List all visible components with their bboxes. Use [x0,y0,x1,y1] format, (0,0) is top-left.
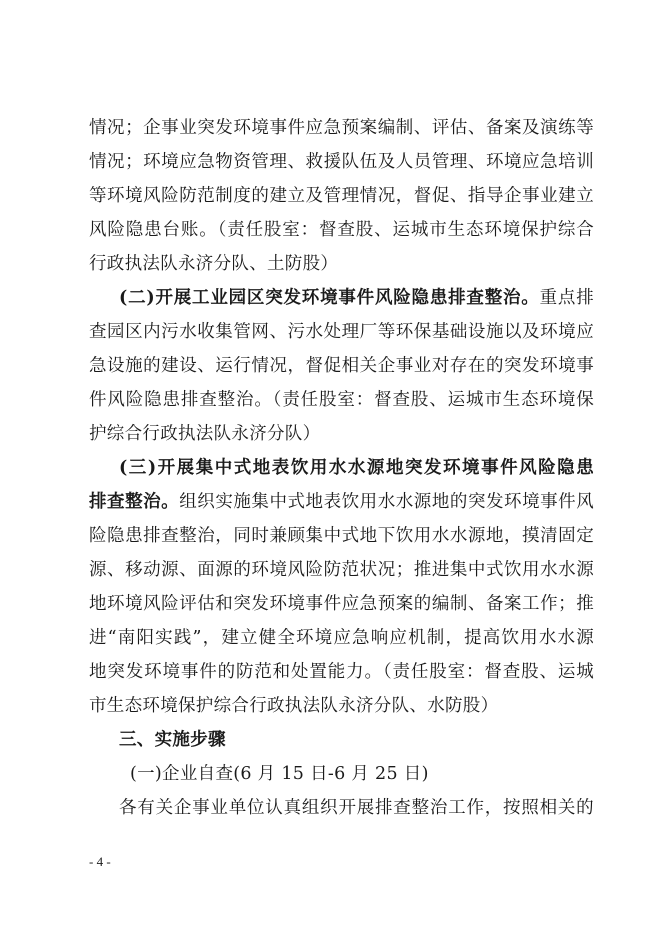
para1-line-4: 风险隐患台账。（责任股室：督查股、运城市生态环境保护综合 [89,220,594,240]
para2-heading: (二)开展工业园区突发环境事件风险隐患排查整治。 [119,288,540,308]
para1-line-2: 情况；环境应急物资管理、救援队伍及人员管理、环境应急培训 [89,152,594,172]
para3-line-6: 进“南阳实践”，建立健全环境应急响应机制，提高饮用水水源 [89,628,594,648]
step1-title: (一)企业自查(6 月 15 日-6 月 25 日) [130,764,429,784]
para2-line-5: 护综合行政执法队永济分队） [89,424,321,444]
para3-line-3: 险隐患排查整治，同时兼顾集中式地下饮用水水源地，摸清固定 [89,526,594,546]
para1-line-5: 行政执法队永济分队、土防股） [89,254,339,274]
para3-line-5: 地环境风险评估和突发环境事件应急预案的编制、备案工作；推 [89,594,594,614]
para3-line-4: 源、移动源、面源的环境风险防范状况；推进集中式饮用水水源 [89,560,594,580]
page-number: - 4 - [89,854,111,869]
para1-line-3: 等环境风险防范制度的建立及管理情况，督促、指导企事业建立 [89,186,594,206]
section-heading-implementation-steps: 三、实施步骤 [119,730,226,750]
para2-line-1 [119,287,594,309]
para2-line-3: 急设施的建设、运行情况，督促相关企事业对存在的突发环境事 [89,356,594,376]
para2-line-2: 查园区内污水收集管网、污水处理厂等环保基础设施以及环境应 [89,322,594,342]
para3-line-8: 市生态环境保护综合行政执法队永济分队、水防股） [89,696,499,716]
para2-first-rest: 重点排 [539,288,594,308]
para4-line-1: 各有关企事业单位认真组织开展排查整治工作，按照相关的 [119,798,594,818]
para3-heading-line-2: 排查整治。 [89,492,180,512]
para3-first-rest: 组织实施集中式地表饮用水水源地的突发环境事件风 [179,492,594,512]
para1-line-1: 情况；企事业突发环境事件应急预案编制、评估、备案及演练等 [89,118,594,138]
para3-heading-line-1: (三)开展集中式地表饮用水水源地突发环境事件风险隐患 [119,458,594,478]
para3-line-7: 地突发环境事件的防范和处置能力。（责任股室：督查股、运城 [89,662,594,682]
para3-line-2 [89,491,594,513]
para2-line-4: 件风险隐患排查整治。（责任股室：督查股、运城市生态环境保 [89,390,594,410]
